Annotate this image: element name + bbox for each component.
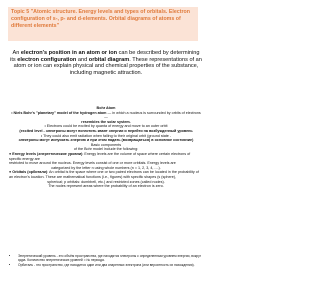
russian-notes [12, 254, 202, 268]
bohr-line-1 [9, 111, 203, 120]
intro-text-5: . These representations of an atom or ion can explain physical and chemical properties of the substance, including magnetic attraction. [13, 56, 202, 76]
topic-title: Topic 5 "Atomic structure. Energy levels and types of orbitals. Electron configuration of s-, p- and d-elements. Orbital diagrams of atoms of different elements" [11, 9, 191, 30]
bohr-atom-section [9, 106, 203, 189]
intro-text-2: can be described by determining [118, 50, 200, 56]
intro-text-3: its [10, 56, 16, 63]
energy-levels-term: ● Energy levels (энергетические уровни) [9, 151, 83, 156]
bohr-heading: Bohr Atom [96, 106, 116, 110]
energy-levels-line-3: categorized by the letter n using whole numbers (n = 1, 2, 3, 4, ....). [51, 165, 161, 170]
list-item: • Орбиталь - это пространство, где находится один или два спаренных электрона (или вероятность их нахождения). [18, 263, 202, 267]
energy-levels-item [9, 152, 203, 161]
russian-notes-list [12, 254, 202, 267]
bohr-line-4: (excited level - электроны могут поглотить квант энергии и перейти на возбужденный уровень [19, 128, 193, 133]
orbitals-term: ● Orbitals (орбитали) [9, 170, 48, 175]
intro-bold-2: electron configuration [17, 56, 77, 63]
orbitals-line-3: spherical; p orbitals: dumbbell, etc.) and restricted zones (called nodes). [47, 179, 165, 184]
bohr-line-7: Basic components [90, 142, 122, 147]
orbitals-text: : An orbital is the space where one or two paired electrons can be located in the probability of [47, 170, 199, 175]
bohr-line-1-rest: — in which a nucleus is surrounded by orbits of electrons — [104, 110, 201, 120]
bohr-line-6: электроны могут испускать энергию и при этом падать (возвращаться) в основное состояние) [18, 138, 194, 143]
list-item: • Энергетический уровень - это объём пространства, где находятся электроны с определенным уровнем энергии, вокруг ядра. Количество энергетических уровней = № периода. [18, 254, 202, 263]
energy-levels-line-2: restricted to move around the nucleus. Energy levels consist of one or more orbitals. Energy levels are [9, 161, 176, 166]
intro-text-1: An [12, 50, 20, 56]
intro-text-4: and [77, 56, 88, 63]
bohr-line-5: • They could also emit radiation when falling to their original orbit (ground state - [40, 133, 172, 138]
intro-paragraph [9, 50, 203, 76]
bohr-line-2: resembles the solar system. [81, 119, 131, 124]
bohr-line-8: of the Bohr model include the following: [73, 147, 139, 152]
topic-title-box [8, 7, 198, 41]
bohr-line-1-bold: • Niels Bohr's "planetary" model of the hydrogen atom [11, 110, 107, 115]
orbitals-line-2: an electron's location. These are mathematical functions (i.e., figures) with specific shapes (s (sphere), [9, 174, 177, 179]
intro-bold-3: orbital diagram [88, 56, 130, 63]
energy-levels-text: : Energy levels are the volume of space where certain electrons of specific energy are [9, 151, 191, 161]
orbitals-line-4: The nodes represent areas where the probability of an electron is zero. [48, 184, 164, 189]
bohr-line-3: • Electrons could be excited by quanta of energy and move to an outer orbit [44, 124, 168, 129]
intro-bold-1: electron's position in an atom or ion [20, 50, 118, 56]
